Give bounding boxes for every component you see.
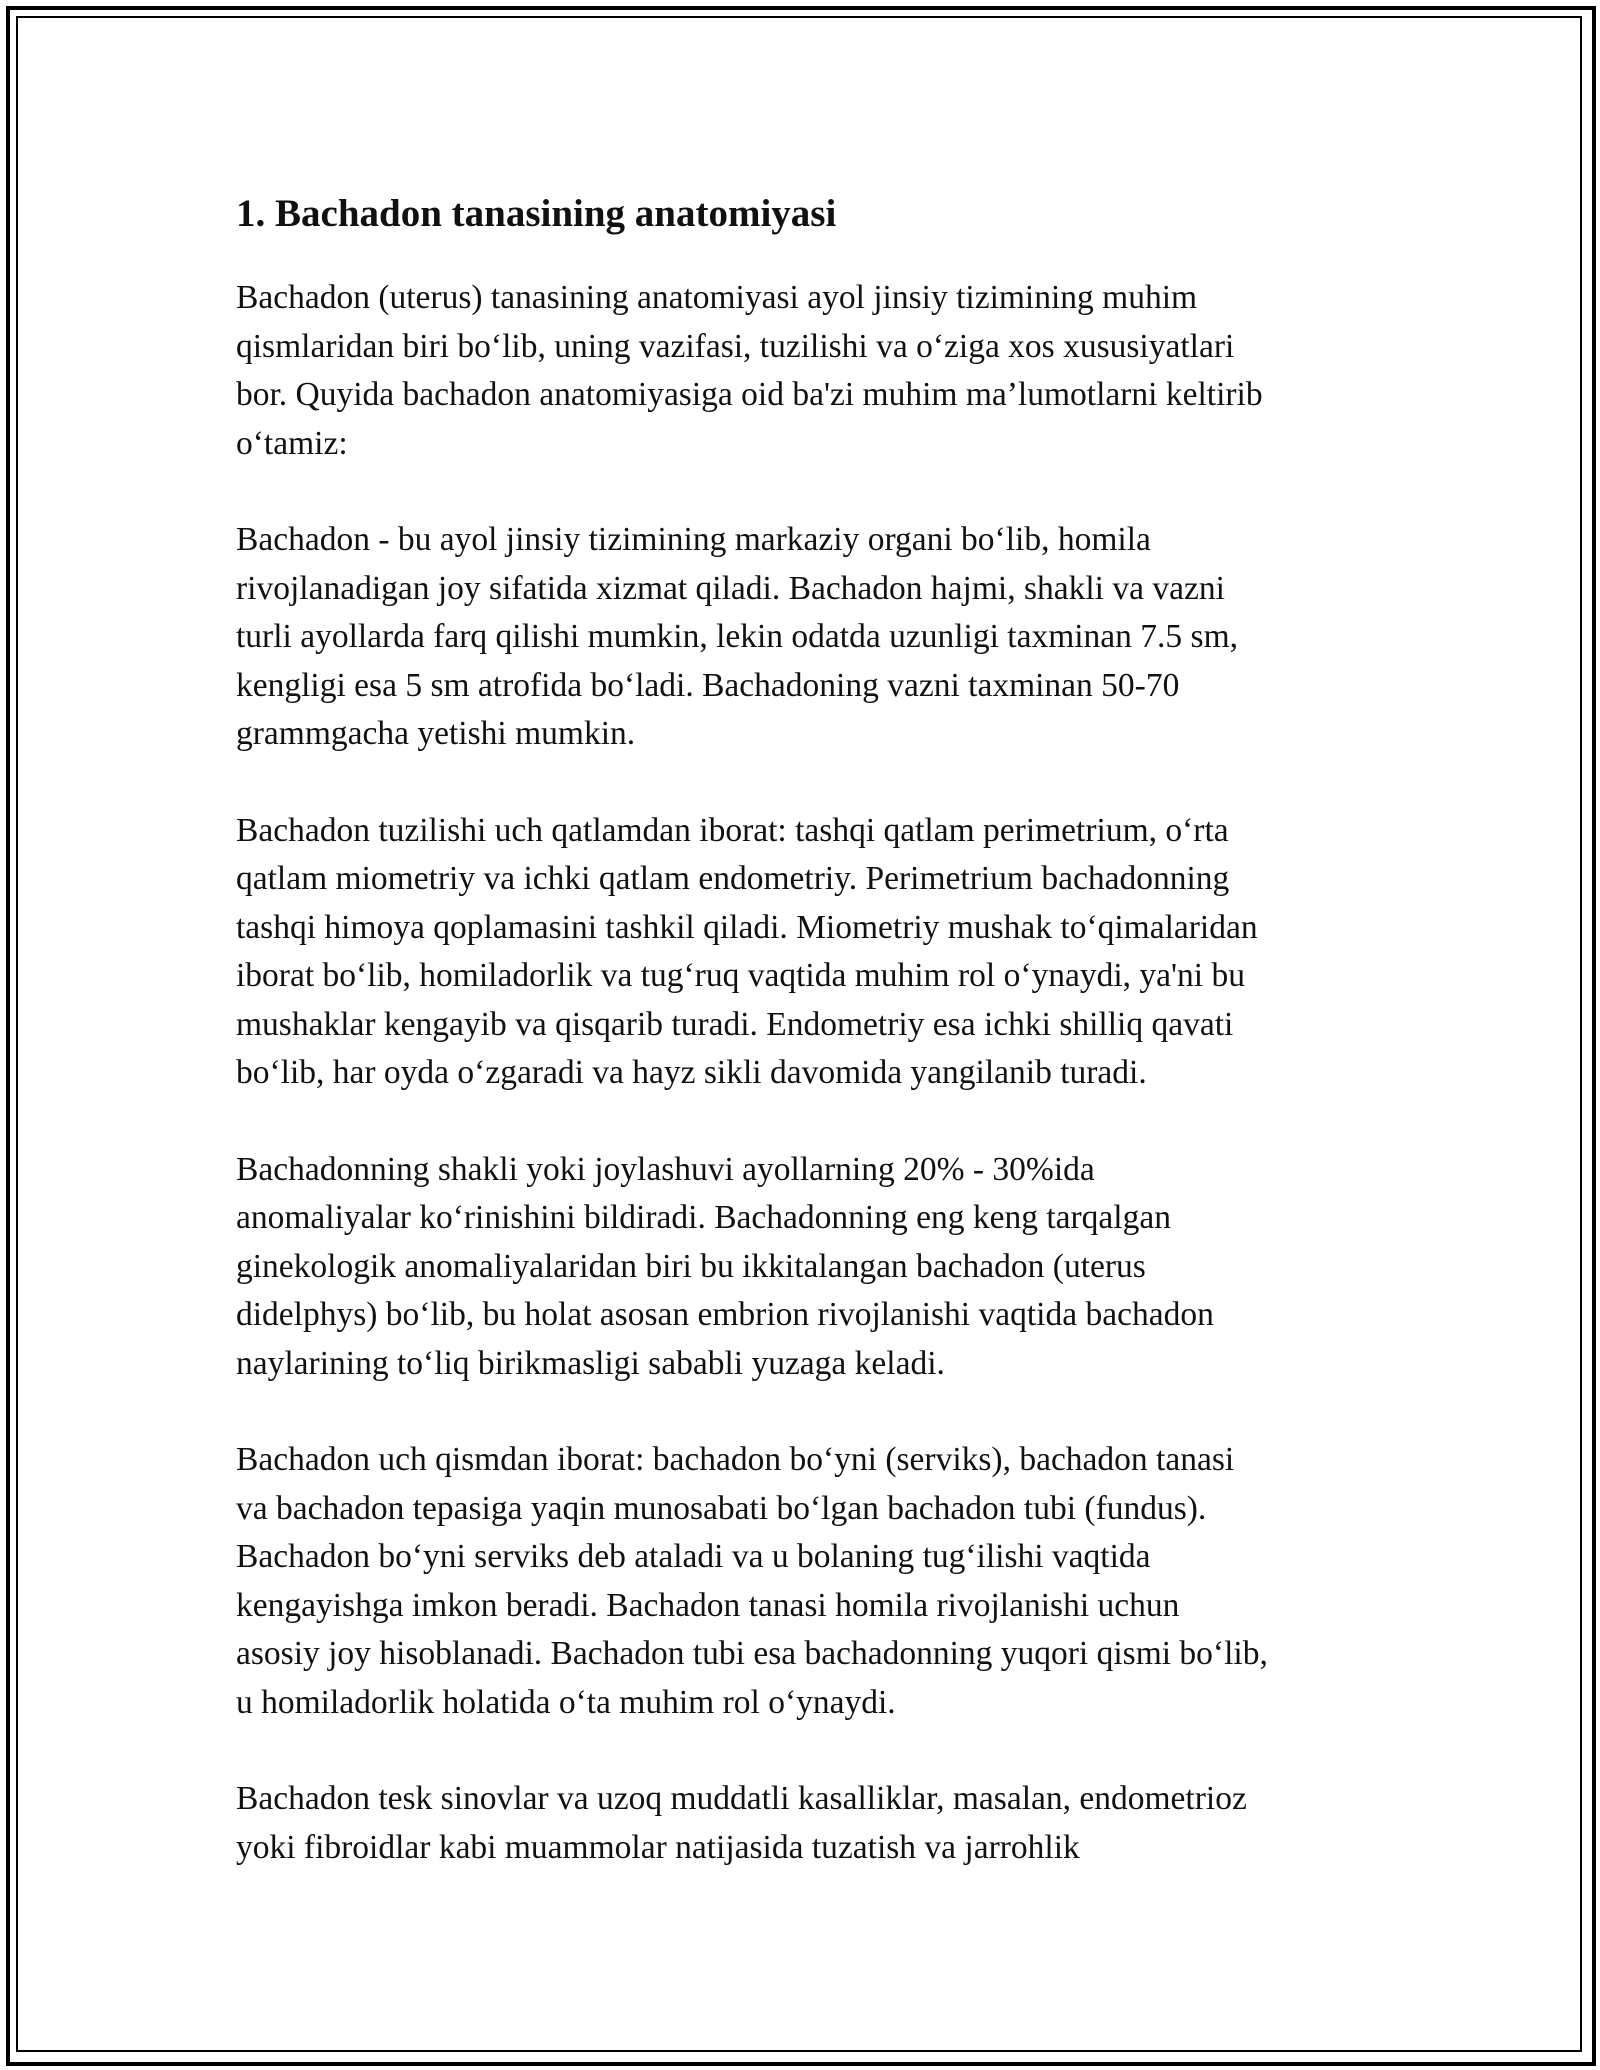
paragraph-diseases (236, 1775, 1376, 1872)
text-line: o‘tamiz: (236, 424, 348, 462)
document-body (236, 186, 1376, 1920)
text-line: kengligi esa 5 sm atrofida bo‘ladi. Bachadoning vazni taxminan 50-70 (236, 666, 1180, 704)
text-line: asosiy joy hisoblanadi. Bachadon tubi esa bachadonning yuqori qismi bo‘lib, (236, 1635, 1268, 1672)
text-line: grammgacha yetishi mumkin. (236, 715, 636, 752)
section-heading: 1. Bachadon tanasining anatomiyasi (236, 192, 837, 235)
text-line: bor. Quyida bachadon anatomiyasiga oid ba'zi muhim ma’lumotlarni keltirib (236, 376, 1263, 413)
text-line: mushaklar kengayib va qisqarib turadi. Endometriy esa ichki shilliq qavati (236, 1005, 1234, 1043)
paragraph-layers (236, 807, 1376, 1098)
text-line: tashqi himoya qoplamasini tashkil qiladi. Miometriy mushak to‘qimalaridan (236, 908, 1258, 946)
text-line: Bachadon - bu ayol jinsiy tizimining markaziy organi bo‘lib, homila (236, 521, 1151, 558)
text-line: naylarining to‘liq birikmasligi sababli yuzaga keladi. (236, 1344, 945, 1382)
text-line: rivojlanadigan joy sifatida xizmat qiladi. Bachadon hajmi, shakli va vazni (236, 569, 1225, 607)
paragraph-parts (236, 1436, 1376, 1727)
paragraph-definition (236, 516, 1376, 759)
text-line: didelphys) bo‘lib, bu holat asosan embrion rivojlanishi vaqtida bachadon (236, 1296, 1214, 1333)
text-line: Bachadon (uterus) tanasining anatomiyasi ayol jinsiy tizimining muhim (236, 279, 1198, 316)
text-line: Bachadon tuzilishi uch qatlamdan iborat: tashqi qatlam perimetrium, o‘rta (236, 811, 1229, 849)
paragraph-anomalies (236, 1146, 1376, 1389)
text-line: iborat bo‘lib, homiladorlik va tug‘ruq vaqtida muhim rol o‘ynaydi, ya'ni bu (236, 957, 1245, 994)
text-line: Bachadonning shakli yoki joylashuvi ayollarning 20% - 30%ida (236, 1150, 1095, 1188)
text-line: ginekologik anomaliyalaridan biri bu ikkitalangan bachadon (uterus (236, 1247, 1146, 1285)
text-line: qatlam miometriy va ichki qatlam endometriy. Perimetrium bachadonning (236, 860, 1230, 897)
text-line: Bachadon tesk sinovlar va uzoq muddatli kasalliklar, masalan, endometrioz (236, 1780, 1247, 1817)
text-line: kengayishga imkon beradi. Bachadon tanasi homila rivojlanishi uchun (236, 1586, 1180, 1624)
text-line: va bachadon tepasiga yaqin munosabati bo‘lgan bachadon tubi (fundus). (236, 1489, 1207, 1527)
text-line: bo‘lib, har oyda o‘zgaradi va hayz sikli davomida yangilanib turadi. (236, 1054, 1147, 1091)
text-line: turli ayollarda farq qilishi mumkin, lekin odatda uzunligi taxminan 7.5 sm, (236, 618, 1239, 655)
text-line: anomaliyalar ko‘rinishini bildiradi. Bachadonning eng keng tarqalgan (236, 1199, 1171, 1236)
text-line: qismlaridan biri bo‘lib, uning vazifasi, tuzilishi va o‘ziga xos xususiyatlari (236, 327, 1235, 365)
text-line: Bachadon bo‘yni serviks deb ataladi va u bolaning tug‘ilishi vaqtida (236, 1538, 1151, 1575)
paragraph-intro (236, 274, 1376, 468)
text-line: u homiladorlik holatida o‘ta muhim rol o‘ynaydi. (236, 1683, 896, 1721)
text-line: yoki fibroidlar kabi muammolar natijasida tuzatish va jarrohlik (236, 1828, 1080, 1866)
text-line: Bachadon uch qismdan iborat: bachadon bo‘yni (serviks), bachadon tanasi (236, 1441, 1235, 1478)
